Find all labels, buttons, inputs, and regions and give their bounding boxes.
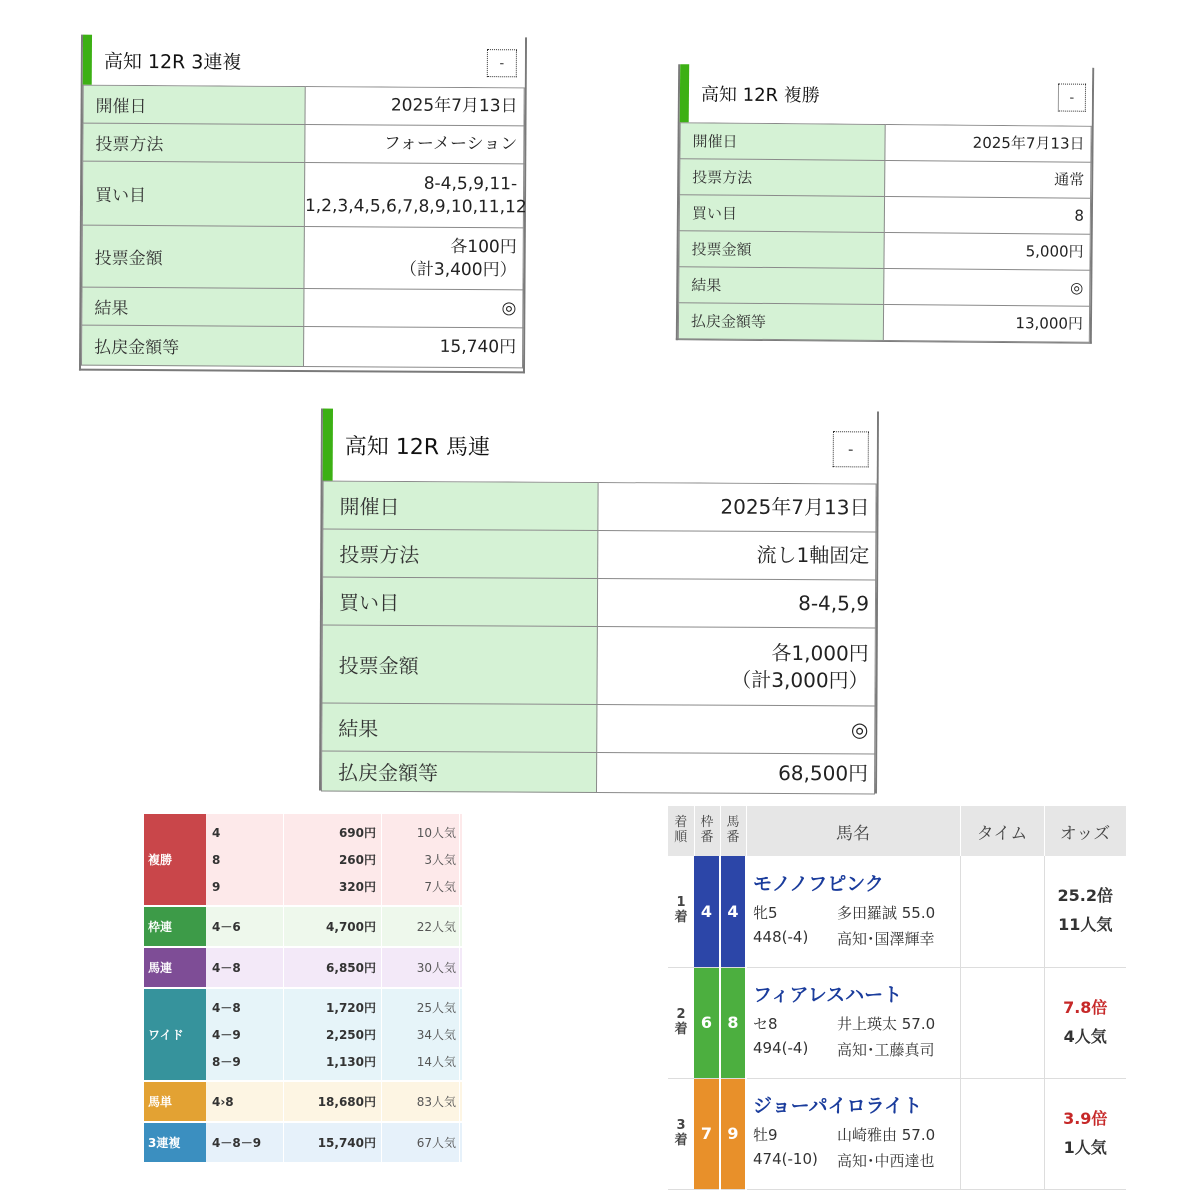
method-label: 投票方法	[680, 159, 885, 197]
header-text: 番	[700, 830, 714, 845]
jockey-weight[interactable]: 多田羅誠 55.0	[837, 903, 936, 922]
trainer[interactable]: 高知･工藤真司	[837, 1041, 935, 1059]
payout-type-label: 3連複	[144, 1123, 206, 1162]
result-label: 結果	[82, 287, 304, 326]
payout-type-label: ワイド	[144, 989, 206, 1080]
payout-pop: 14人気	[416, 1055, 456, 1069]
payout-pop: 10人気	[416, 826, 456, 840]
collapse-button[interactable]: -	[833, 431, 869, 467]
amount-label: 投票金額	[322, 625, 597, 704]
payout-group-umatan	[144, 1082, 462, 1123]
horse-line	[753, 1150, 960, 1171]
payout-amount: 4,700円	[326, 920, 376, 934]
race-results-table	[668, 806, 1126, 1188]
result-row[interactable]	[668, 856, 1126, 967]
horse-line	[753, 1013, 960, 1034]
trainer[interactable]: 高知･中西達也	[837, 1152, 935, 1170]
bet-card-sanrenpuku	[79, 35, 527, 374]
payout-combo: 4	[212, 825, 221, 840]
rank-number: 1	[676, 895, 686, 911]
payout-type-label: 馬単	[144, 1082, 206, 1121]
horse-number: 9	[720, 1078, 746, 1189]
payout-label: 払戻金額等	[82, 325, 304, 366]
header-text: 着	[674, 815, 688, 831]
horse-name-link[interactable]: フィアレスハート	[753, 984, 903, 1006]
payout-label: 払戻金額等	[678, 303, 883, 341]
finish-rank	[668, 967, 694, 1078]
payout-value: 68,500円	[596, 752, 874, 793]
horse-number: 8	[720, 967, 746, 1078]
picks-value: 8	[884, 196, 1090, 234]
payout-amount: 1,130円	[326, 1055, 376, 1069]
payout-combo: 4－8	[212, 961, 241, 975]
method-value: 流し1軸固定	[598, 530, 876, 579]
date-label: 開催日	[680, 123, 885, 161]
payout-pop: 3人気	[424, 853, 456, 867]
date-label: 開催日	[323, 481, 598, 530]
payout-amount: 6,850円	[326, 961, 376, 975]
date-value: 2025年7月13日	[885, 124, 1091, 162]
payout-amount: 690円	[338, 826, 376, 840]
card-header	[680, 64, 1092, 126]
payout-group-umaren	[144, 948, 462, 989]
picks-label: 買い目	[82, 161, 304, 226]
odds-value: 25.2倍	[1057, 886, 1113, 906]
payout-value: 15,740円	[304, 327, 523, 368]
sex-age: セ8	[753, 1015, 778, 1033]
card-title: 高知 12R 3連複	[103, 50, 242, 74]
body-weight: 494(-4)	[753, 1039, 809, 1057]
payout-amount: 15,740円	[317, 1136, 376, 1150]
odds-value: 7.8倍	[1063, 997, 1108, 1017]
time-cell	[960, 967, 1044, 1078]
header-text: 枠	[700, 815, 714, 831]
payout-combo: 8	[212, 852, 221, 867]
bet-card-fukusho	[676, 64, 1094, 344]
amount-value: 5,000円	[884, 232, 1090, 270]
payout-type-label: 馬連	[144, 948, 206, 987]
amount-each: 各1,000円	[771, 640, 869, 665]
method-label: 投票方法	[83, 123, 305, 162]
picks-label: 買い目	[322, 577, 597, 626]
payout-amount: 1,720円	[326, 1001, 376, 1015]
payout-pop: 22人気	[416, 920, 456, 934]
result-value: ◎	[597, 704, 875, 753]
result-value: ◎	[884, 268, 1090, 306]
rank-suffix: 着	[674, 910, 688, 926]
date-value: 2025年7月13日	[598, 482, 876, 531]
payout-type-label: 複勝	[144, 814, 206, 905]
payout-pop: 7人気	[424, 880, 456, 894]
sex-age: 牡9	[753, 1126, 778, 1144]
odds-cell	[1044, 967, 1126, 1078]
date-label: 開催日	[83, 85, 305, 124]
waku-header	[694, 806, 720, 856]
bet-detail-table	[678, 122, 1092, 343]
payout-table	[144, 814, 462, 1176]
payout-combo: 8－9	[212, 1055, 241, 1069]
horse-line	[753, 1124, 960, 1145]
payout-pop: 67人気	[416, 1136, 456, 1150]
payout-amount: 18,680円	[317, 1095, 376, 1109]
payout-group-wide	[144, 989, 462, 1082]
result-row[interactable]	[668, 967, 1126, 1078]
collapse-button[interactable]: -	[1058, 84, 1086, 112]
bet-detail-table	[321, 481, 877, 795]
payout-pop: 34人気	[416, 1028, 456, 1042]
payout-amount: 320円	[338, 880, 376, 894]
picks-value-line: 1,2,3,4,5,6,7,8,9,10,11,12	[304, 195, 527, 217]
payout-combo: 4－8－9	[212, 1136, 262, 1150]
date-value: 2025年7月13日	[305, 87, 524, 126]
method-value: 通常	[885, 160, 1091, 198]
header-text: 順	[674, 830, 688, 845]
horse-number: 4	[720, 856, 746, 967]
payout-group-sanrenpuku	[144, 1123, 462, 1164]
picks-value-line: 8-4,5,9,11-	[423, 173, 518, 194]
payout-label: 払戻金額等	[322, 751, 597, 792]
payout-combo: 4－8	[212, 1001, 241, 1015]
horse-line	[753, 1039, 960, 1060]
horse-line	[753, 902, 960, 923]
header-text: 馬	[726, 815, 740, 831]
horse-info	[746, 967, 960, 1078]
payout-combo: 9	[212, 879, 221, 894]
bet-card-umaren	[319, 409, 879, 794]
sex-age: 牝5	[753, 903, 778, 922]
amount-total: （計3,400円）	[399, 259, 517, 280]
waku-number: 6	[694, 967, 720, 1078]
picks-label: 買い目	[679, 195, 884, 233]
collapse-button[interactable]: -	[487, 49, 517, 77]
jockey-weight[interactable]: 山崎雅由 57.0	[837, 1126, 936, 1144]
odds-cell	[1044, 1078, 1126, 1189]
amount-total: （計3,000円）	[731, 667, 869, 692]
result-row[interactable]	[668, 1078, 1126, 1189]
horse-name-link[interactable]: ジョーパイロライト	[753, 1095, 923, 1117]
horse-name-link[interactable]: モノノフピンク	[753, 872, 884, 895]
rank-header	[668, 806, 694, 856]
bet-detail-table	[81, 85, 525, 369]
popularity: 1人気	[1063, 1137, 1107, 1157]
time-cell	[960, 1078, 1044, 1189]
trainer[interactable]: 高知･国澤輝幸	[837, 929, 935, 948]
picks-value: 8-4,5,9	[597, 578, 875, 627]
result-label: 結果	[679, 267, 884, 305]
time-cell	[960, 856, 1044, 967]
rank-number: 2	[676, 1006, 686, 1022]
results-header-row	[668, 806, 1126, 856]
amount-label: 投票金額	[679, 231, 884, 269]
amount-label: 投票金額	[82, 225, 304, 288]
amount-value	[304, 227, 523, 290]
horse-info	[746, 856, 960, 967]
payout-combo: 4－6	[212, 920, 241, 934]
horse-name-header: 馬名	[746, 806, 960, 856]
body-weight: 448(-4)	[753, 927, 809, 946]
rank-number: 3	[676, 1117, 686, 1133]
payout-value: 13,000円	[883, 304, 1089, 342]
payout-type-label: 枠連	[144, 907, 206, 946]
amount-each: 各100円	[450, 236, 517, 257]
method-label: 投票方法	[323, 529, 598, 578]
finish-rank	[668, 856, 694, 967]
payout-group-fukusho	[144, 814, 462, 907]
payout-group-wakuren	[144, 907, 462, 948]
uma-header	[720, 806, 746, 856]
odds-header: オッズ	[1044, 806, 1126, 856]
result-value: ◎	[304, 289, 523, 328]
body-weight: 474(-10)	[753, 1150, 818, 1168]
result-label: 結果	[322, 703, 597, 752]
rank-suffix: 着	[674, 1132, 688, 1148]
popularity: 4人気	[1063, 1026, 1107, 1046]
horse-line	[753, 928, 960, 949]
payout-amount: 260円	[338, 853, 376, 867]
payout-pop: 83人気	[416, 1095, 456, 1109]
picks-value	[304, 163, 527, 228]
amount-value	[597, 626, 875, 705]
payout-combo: 4－9	[212, 1028, 241, 1042]
method-value: フォーメーション	[305, 125, 524, 164]
payout-pop: 25人気	[416, 1001, 456, 1015]
card-title: 高知 12R 馬連	[344, 434, 491, 460]
odds-cell	[1044, 856, 1126, 967]
waku-number: 7	[694, 1078, 720, 1189]
waku-number: 4	[694, 856, 720, 967]
payout-pop: 30人気	[416, 961, 456, 975]
time-header: タイム	[960, 806, 1044, 856]
card-header	[83, 35, 525, 88]
finish-rank	[668, 1078, 694, 1189]
card-header	[323, 409, 877, 484]
popularity: 11人気	[1058, 915, 1113, 935]
rank-suffix: 着	[674, 1021, 688, 1037]
odds-value: 3.9倍	[1063, 1108, 1108, 1128]
header-text: 番	[726, 830, 740, 845]
horse-info	[746, 1078, 960, 1189]
card-title: 高知 12R 複勝	[700, 84, 820, 107]
jockey-weight[interactable]: 井上瑛太 57.0	[837, 1015, 936, 1033]
payout-amount: 2,250円	[326, 1028, 376, 1042]
payout-combo: 4›8	[212, 1094, 234, 1109]
